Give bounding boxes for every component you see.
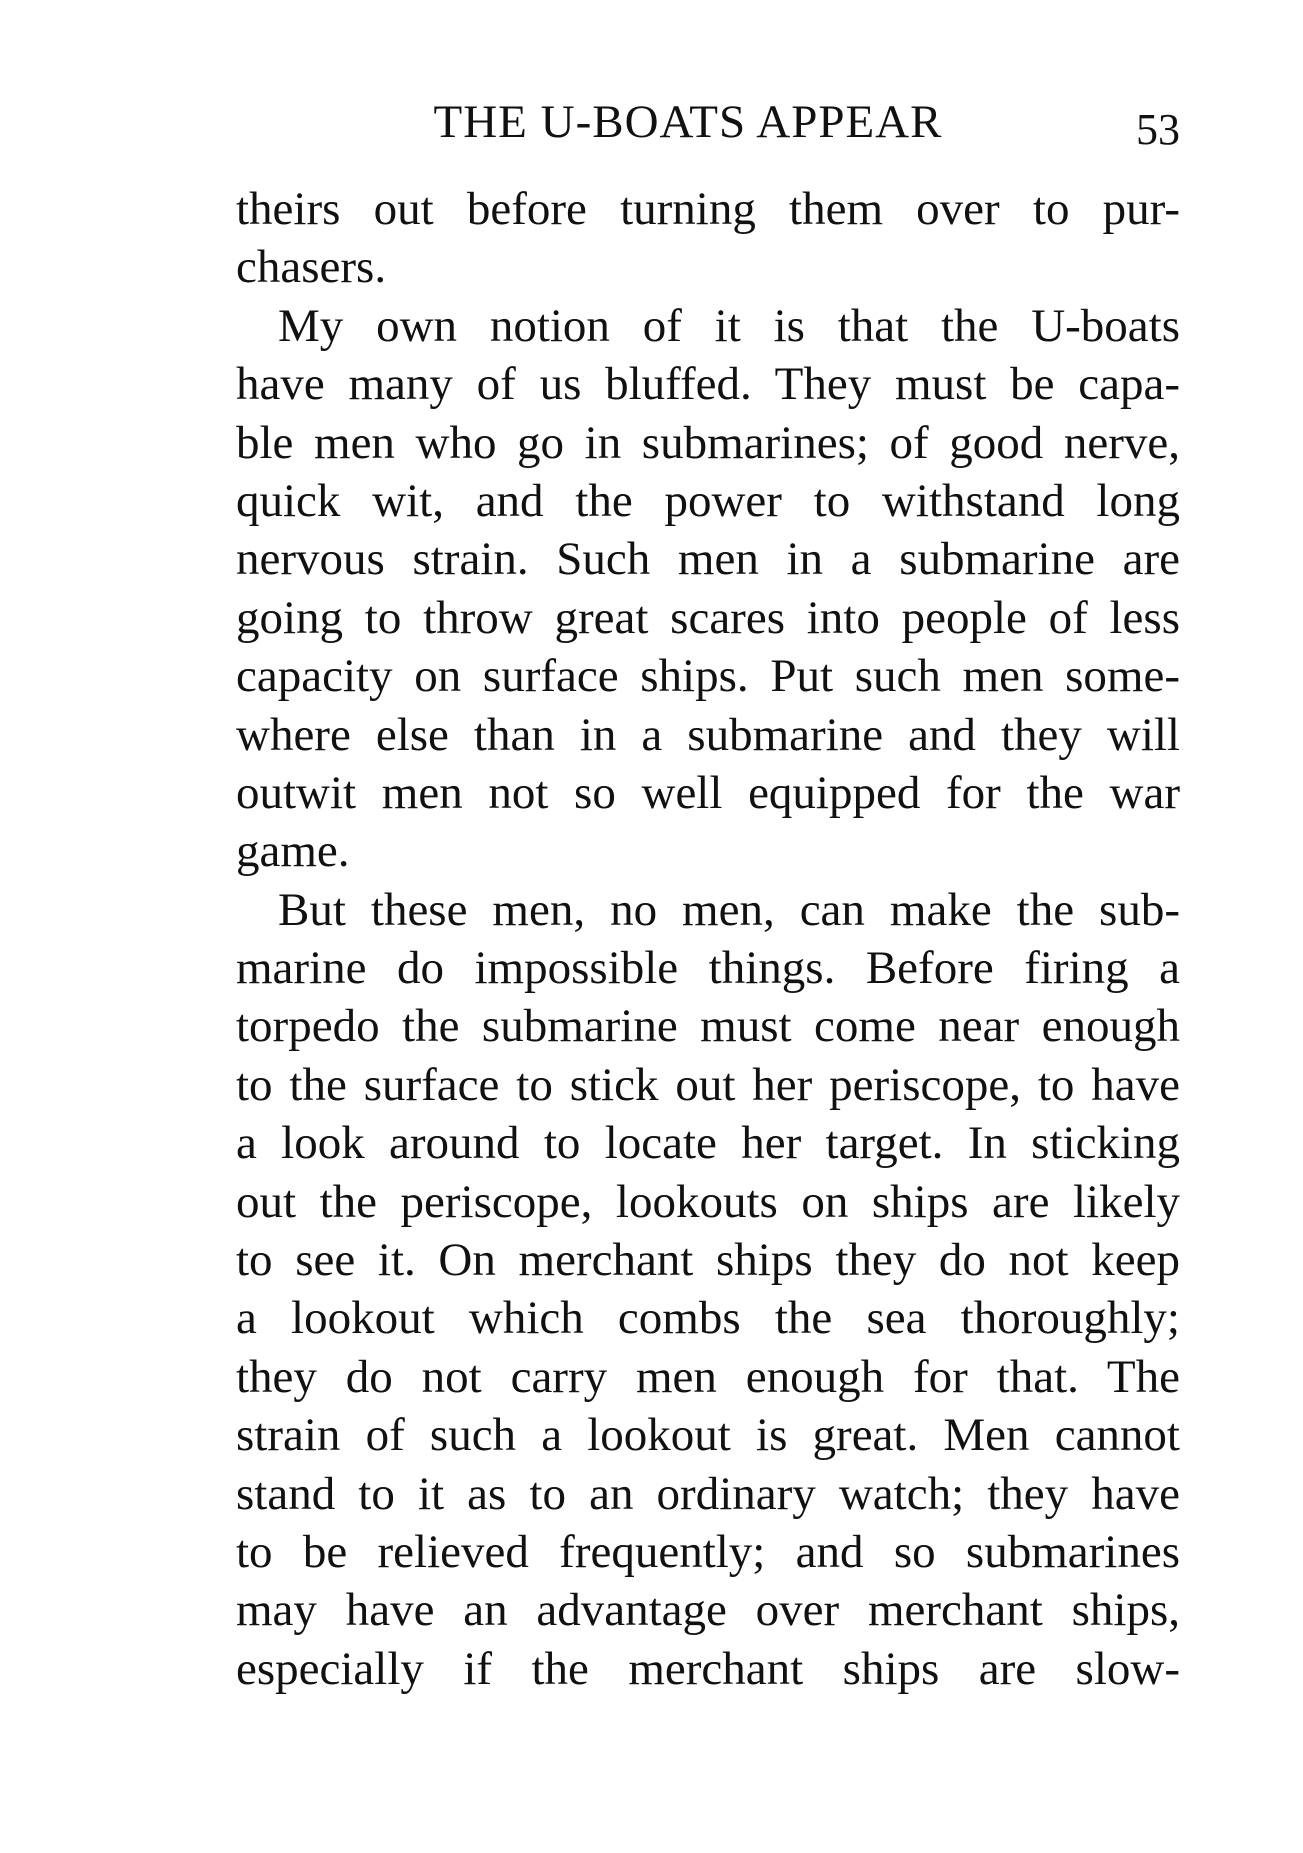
text-line: theirs out before turning them over to pur-	[236, 183, 1180, 235]
body-text	[236, 180, 1180, 1698]
text-line: have many of us bluffed. They must be capa-	[236, 358, 1180, 411]
text-line: especially if the merchant ships are slow-	[236, 1642, 1180, 1695]
text-line: marine do impossible things. Before firing a	[236, 942, 1180, 995]
text-line: nervous strain. Such men in a submarine are	[236, 533, 1180, 586]
text-line: torpedo the submarine must come near enough	[236, 1000, 1180, 1053]
text-line: to be relieved frequently; and so submarines	[236, 1525, 1180, 1578]
text-line: game.	[236, 825, 350, 878]
text-line: capacity on surface ships. Put such men some-	[236, 650, 1180, 703]
text-line: quick wit, and the power to withstand long	[236, 474, 1180, 527]
text-line: strain of such a lookout is great. Men cannot	[236, 1409, 1180, 1462]
running-head	[236, 92, 1180, 152]
page-number: 53	[1136, 105, 1180, 154]
text-line: out the periscope, lookouts on ships are likely	[236, 1175, 1180, 1228]
text-line: they do not carry men enough for that. The	[236, 1350, 1180, 1403]
text-line: to see it. On merchant ships they do not keep	[236, 1234, 1180, 1287]
text-line: stand to it as to an ordinary watch; they have	[236, 1467, 1180, 1520]
text-line: a look around to locate her target. In sticking	[236, 1117, 1180, 1170]
text-line: where else than in a submarine and they will	[236, 708, 1180, 761]
text-line: to the surface to stick out her periscope, to have	[236, 1058, 1180, 1111]
text-line: ble men who go in submarines; of good nerve,	[236, 416, 1180, 469]
text-line: But these men, no men, can make the sub-	[278, 883, 1180, 936]
text-line: a lookout which combs the sea thoroughly;	[236, 1292, 1180, 1345]
text-line: My own notion of it is that the U-boats	[278, 299, 1180, 352]
running-title: THE U-BOATS APPEAR	[433, 96, 943, 148]
text-line: going to throw great scares into people of less	[236, 591, 1180, 644]
text-line: chasers.	[236, 241, 387, 294]
text-line: outwit men not so well equipped for the war	[236, 766, 1180, 819]
text-line: may have an advantage over merchant ships,	[236, 1584, 1180, 1637]
